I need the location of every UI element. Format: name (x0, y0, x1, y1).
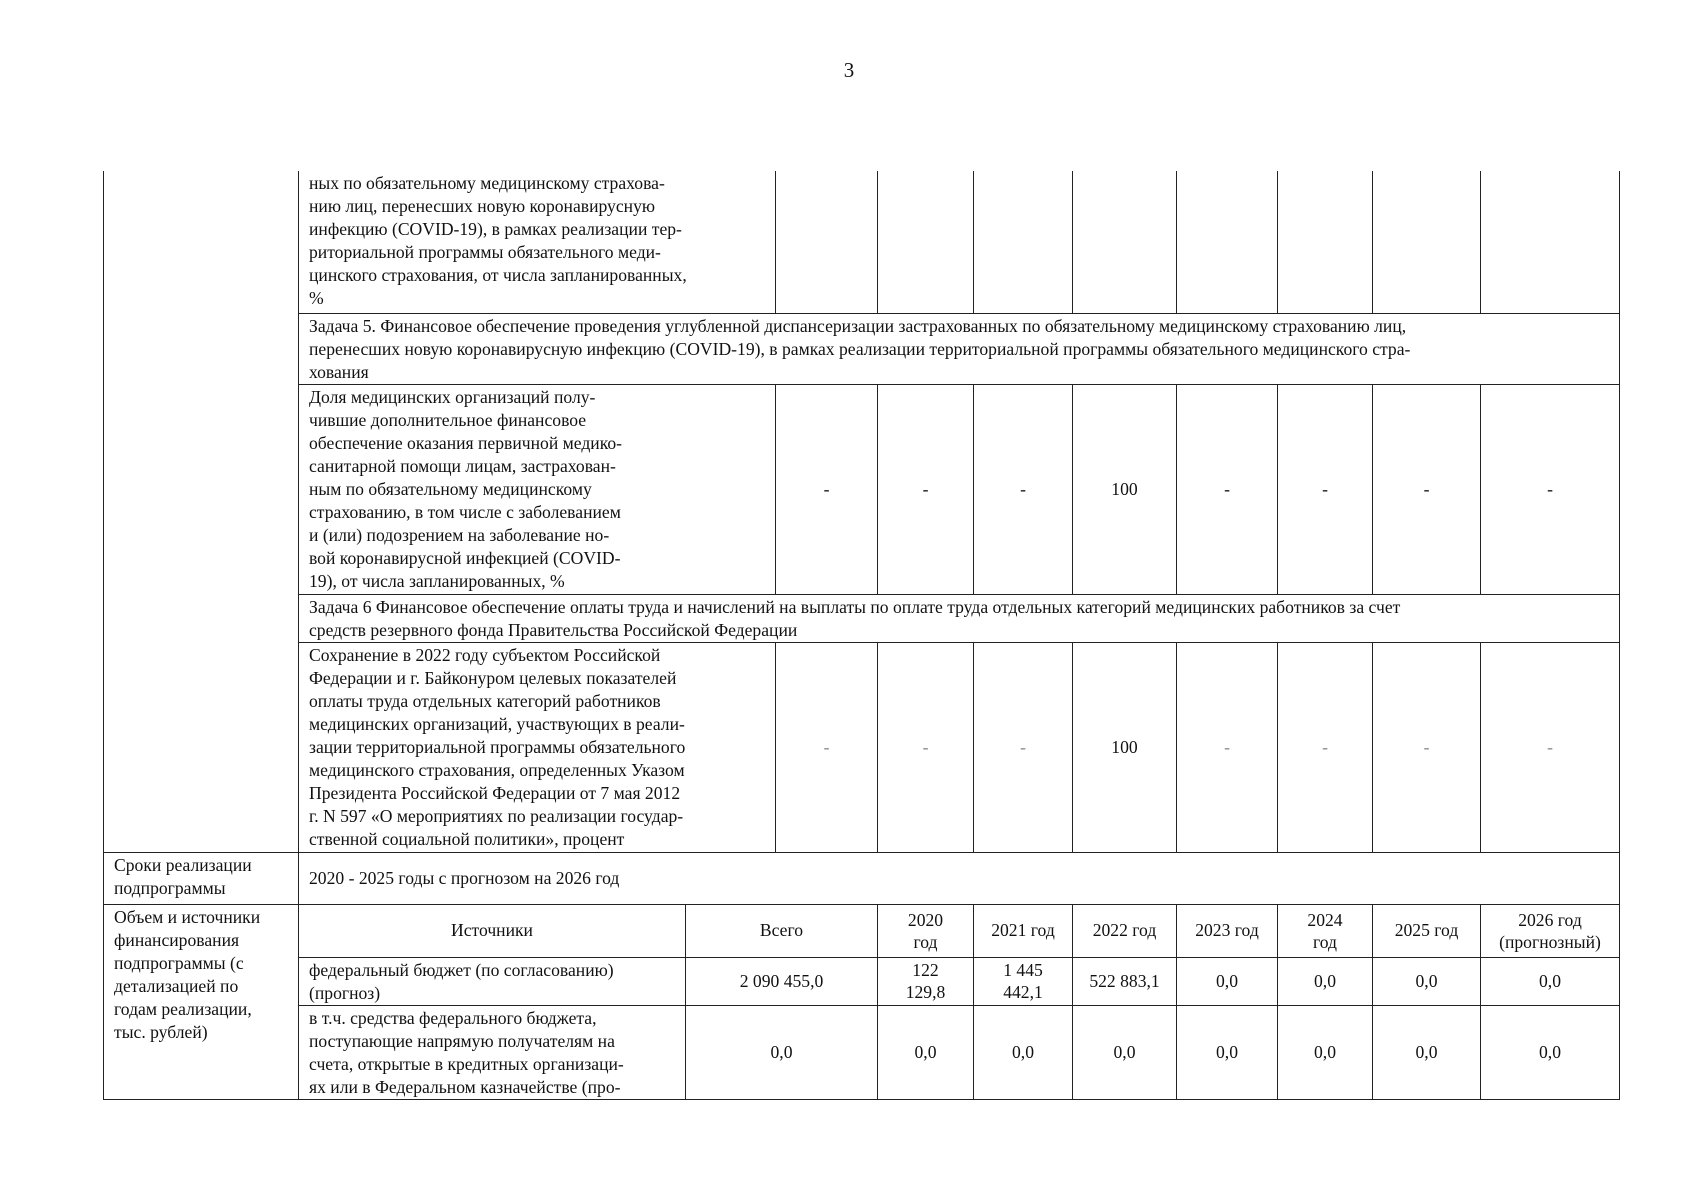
text-line: ях или в Федеральном казначействе (про- (309, 1076, 621, 1097)
text-line: ным по обязательному медицинскому (309, 478, 592, 499)
text-line: Объем и источники (114, 906, 261, 927)
text-line: 1 445 (1003, 960, 1043, 980)
value-cell: - (776, 642, 878, 852)
funding-label (104, 904, 299, 1099)
text-line: 2024 (1307, 909, 1343, 930)
funding-header-row (104, 904, 1620, 957)
text-line: страхованию, в том числе с заболеванием (309, 501, 621, 522)
header-2023: 2023 год (1177, 904, 1278, 957)
year-2023-cell: 0,0 (1177, 1005, 1278, 1099)
text-line: санитарной помощи лицам, застрахован- (309, 455, 616, 476)
value-cell (878, 171, 974, 313)
value-cell (1373, 171, 1481, 313)
indicator-cell (299, 642, 776, 852)
text-line: цинского страхования, от числа запланированных, (309, 265, 687, 285)
text-line: ственной социальной политики», процент (309, 828, 625, 849)
value-cell (1073, 171, 1177, 313)
value-cell: - (1481, 642, 1620, 852)
task-6-indicator-row (104, 642, 1620, 852)
year-2026-cell: 0,0 (1481, 957, 1620, 1005)
text-line: (прогноз) (309, 982, 381, 1003)
text-line: обеспечение оказания первичной медико- (309, 432, 623, 453)
text-line: Задача 6 Финансовое обеспечение оплаты труда и начислений на выплаты по оплате труда отдельных категорий медицинских работников за счет (309, 596, 1401, 617)
text-line: медицинского страхования, определенных Указом (309, 759, 685, 780)
task-5-text (299, 313, 1620, 384)
text-line: чившие дополнительное финансовое (309, 409, 587, 430)
year-2024-cell: 0,0 (1278, 1005, 1373, 1099)
text-line: Президента Российской Федерации от 7 мая 2012 (309, 782, 681, 803)
text-line: финансирования (114, 929, 240, 950)
text-line: Федерации и г. Байконуром целевых показателей (309, 667, 677, 688)
header-sources: Источники (299, 904, 686, 957)
text-line: средств резервного фонда Правительства Российской Федерации (309, 619, 798, 640)
header-2024 (1278, 904, 1373, 957)
value-cell: - (1278, 384, 1373, 594)
text-line: и (или) подозрением на заболевание но- (309, 524, 610, 545)
text-line: хования (309, 361, 369, 382)
terms-label (104, 852, 299, 904)
text-line: тыс. рублей) (114, 1021, 208, 1042)
task-6-text (299, 594, 1620, 642)
value-cell (974, 171, 1073, 313)
header-2026 (1481, 904, 1620, 957)
value-cell: - (1177, 384, 1278, 594)
value-cell: 100 (1073, 384, 1177, 594)
text-line: 122 (912, 960, 939, 980)
value-cell (1481, 171, 1620, 313)
value-cell: - (878, 384, 974, 594)
header-2022: 2022 год (1073, 904, 1177, 957)
text-line: подпрограммы (с (114, 952, 244, 973)
header-2021: 2021 год (974, 904, 1073, 957)
text-line: 129,8 (905, 982, 946, 1002)
header-total: Всего (686, 904, 878, 957)
text-line: счета, открытые в кредитных организаци- (309, 1053, 624, 1074)
text-line: перенесших новую коронавирусную инфекцию (COVID-19), в рамках реализации территориальной программы обязательного медицинского стра- (309, 338, 1411, 359)
year-2022-cell: 0,0 (1073, 1005, 1177, 1099)
year-2026-cell: 0,0 (1481, 1005, 1620, 1099)
year-2025-cell: 0,0 (1373, 1005, 1481, 1099)
value-cell: - (974, 642, 1073, 852)
value-cell: - (1481, 384, 1620, 594)
text-line: 2026 год (1518, 909, 1582, 930)
text-line: ных по обязательному медицинскому страхова- (309, 173, 665, 193)
text-line: вой коронавирусной инфекцией (COVID- (309, 547, 621, 568)
value-cell: - (1278, 642, 1373, 852)
text-line: год (913, 931, 938, 952)
source-cell (299, 957, 686, 1005)
value-cell (776, 171, 878, 313)
value-cell: 100 (1073, 642, 1177, 852)
funding-row-direct-transfers (104, 1005, 1620, 1099)
value-cell: - (776, 384, 878, 594)
text-line: % (309, 288, 324, 308)
subprogram-passport-table (103, 171, 1620, 1100)
terms-row (104, 852, 1620, 904)
text-line: Задача 5. Финансовое обеспечение проведения углубленной диспансеризации застрахованных по обязательному медицинскому страхованию лиц, (309, 315, 1407, 336)
text-line: год (1312, 931, 1338, 952)
text-line: детализацией по (114, 975, 239, 996)
total-cell: 0,0 (686, 1005, 878, 1099)
text-line: (прогнозный) (1499, 931, 1601, 952)
text-line: инфекцию (COVID-19), в рамках реализации тер- (309, 219, 682, 239)
page-number: 3 (843, 58, 855, 82)
task-5-indicator-row (104, 384, 1620, 594)
value-cell (1278, 171, 1373, 313)
source-cell (299, 1005, 686, 1099)
text-line: федеральный бюджет (по согласованию) (309, 959, 614, 980)
task-6-row (104, 594, 1620, 642)
year-2021-cell (974, 957, 1073, 1005)
indicator-cell (299, 384, 776, 594)
value-cell: - (1373, 642, 1481, 852)
year-2025-cell: 0,0 (1373, 957, 1481, 1005)
text-line: Доля медицинских организаций полу- (309, 386, 596, 407)
continued-indicator-row (104, 171, 1620, 313)
year-2020-cell (878, 957, 974, 1005)
header-2025: 2025 год (1373, 904, 1481, 957)
value-cell: - (1177, 642, 1278, 852)
year-2024-cell: 0,0 (1278, 957, 1373, 1005)
value-cell: - (974, 384, 1073, 594)
text-line: медицинских организаций, участвующих в реали- (309, 713, 685, 734)
indicator-cell (299, 171, 776, 313)
text-line: годам реализации, (114, 998, 252, 1019)
text-line: подпрограммы (114, 877, 226, 898)
left-label-empty (104, 171, 299, 852)
text-line: в т.ч. средства федерального бюджета, (309, 1007, 597, 1028)
year-2020-cell: 0,0 (878, 1005, 974, 1099)
text-line: 2020 (907, 909, 944, 930)
text-line: нию лиц, перенесших новую коронавирусную (309, 196, 656, 216)
total-cell: 2 090 455,0 (686, 957, 878, 1005)
text-line: Сроки реализации (114, 854, 252, 875)
text-line: зации территориальной программы обязательного (309, 736, 686, 757)
text-line: поступающие напрямую получателям на (309, 1030, 615, 1051)
text-line: 19), от числа запланированных, % (309, 570, 565, 591)
text-line: 442,1 (1003, 982, 1043, 1002)
text-line: риториальной программы обязательного меди- (309, 242, 661, 262)
text-line: Сохранение в 2022 году субъектом Российской (309, 644, 661, 665)
value-cell: - (878, 642, 974, 852)
text-line: г. N 597 «О мероприятиях по реализации государ- (309, 805, 684, 826)
year-2022-cell: 522 883,1 (1073, 957, 1177, 1005)
funding-row-federal-budget (104, 957, 1620, 1005)
task-5-row (104, 313, 1620, 384)
value-cell (1177, 171, 1278, 313)
value-cell: - (1373, 384, 1481, 594)
terms-value: 2020 - 2025 годы с прогнозом на 2026 год (299, 852, 1620, 904)
text-line: оплаты труда отдельных категорий работников (309, 690, 661, 711)
year-2023-cell: 0,0 (1177, 957, 1278, 1005)
year-2021-cell: 0,0 (974, 1005, 1073, 1099)
header-2020 (878, 904, 974, 957)
